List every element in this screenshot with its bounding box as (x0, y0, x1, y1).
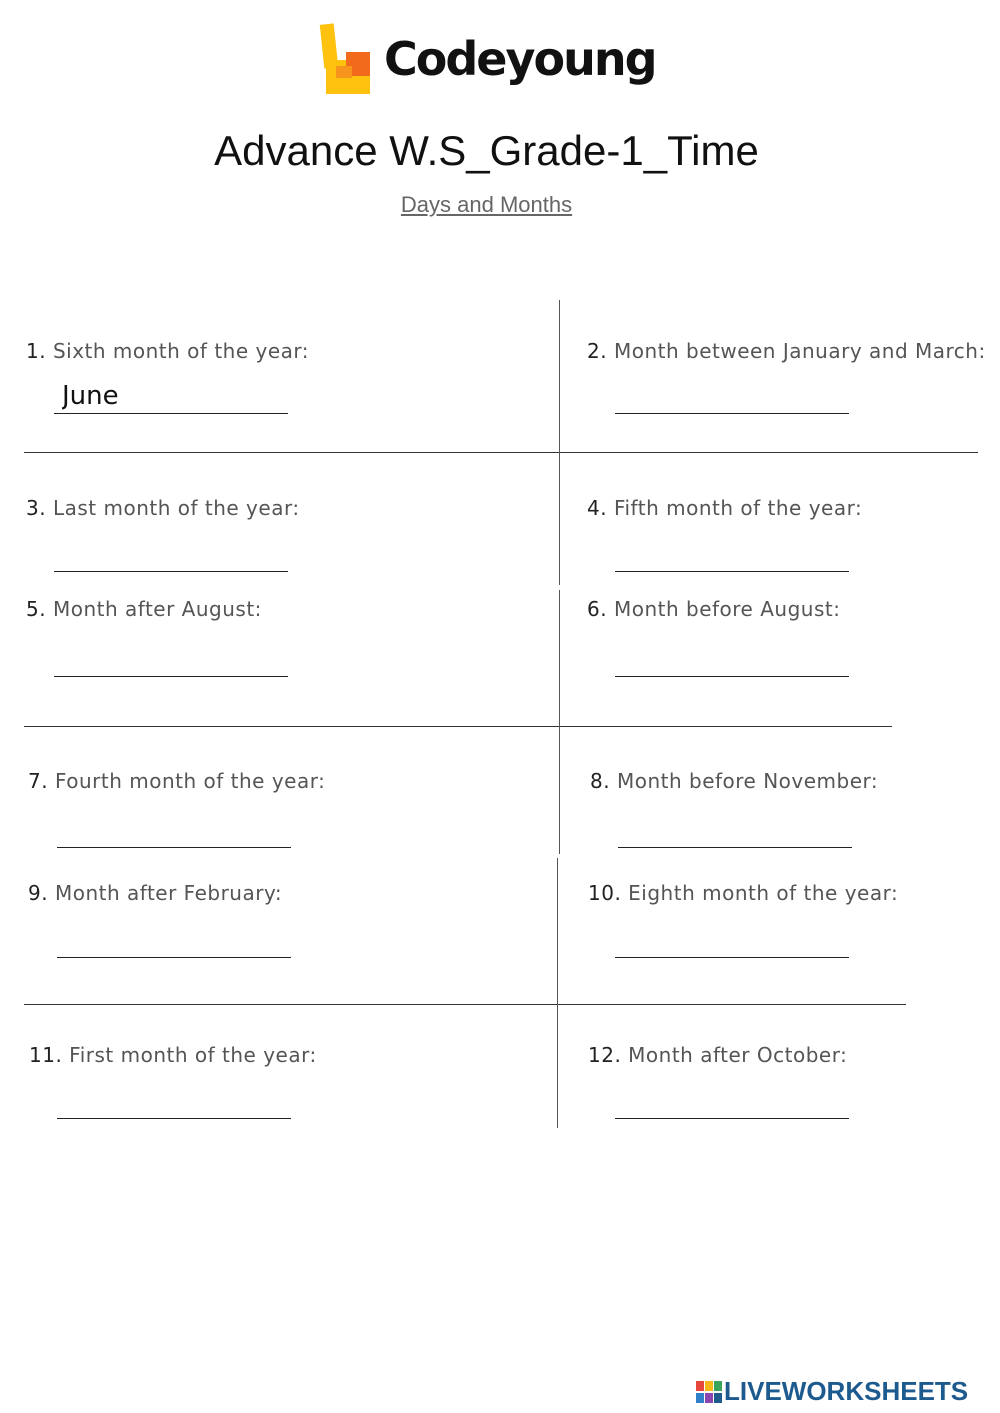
question-text: Last month of the year: (52, 496, 300, 520)
question-number: 11. (29, 1043, 63, 1067)
answer-line-3 (54, 571, 288, 572)
answer-line-10 (615, 957, 849, 958)
question-text: Month before August: (613, 597, 841, 621)
question-8 (590, 769, 878, 793)
brand-name: Codeyoung (384, 32, 656, 86)
divider-row-1 (24, 452, 978, 453)
answer-line-8 (618, 847, 852, 848)
question-text: Month before November: (616, 769, 879, 793)
answer-input-6[interactable] (615, 641, 849, 677)
answer-line-11 (57, 1118, 291, 1119)
page-title: Advance W.S_Grade-1_Time (214, 127, 759, 174)
column-divider-1 (559, 300, 560, 585)
question-number: 5. (26, 597, 47, 621)
answer-input-2[interactable] (615, 378, 849, 414)
question-text: Sixth month of the year: (52, 339, 310, 363)
answer-line-6 (615, 676, 849, 677)
question-3 (26, 496, 300, 520)
answer-input-12[interactable] (615, 1083, 849, 1119)
question-text: Eighth month of the year: (628, 881, 899, 905)
question-9 (28, 881, 282, 905)
answer-input-7[interactable] (57, 812, 291, 848)
answer-line-9 (57, 957, 291, 958)
divider-row-2 (24, 726, 892, 727)
answer-input-5[interactable] (54, 641, 288, 677)
question-text: Month after October: (628, 1043, 848, 1067)
answer-input-1[interactable] (54, 378, 288, 414)
column-divider-2 (559, 590, 560, 854)
answer-line-2 (615, 413, 849, 414)
answer-line-1 (54, 413, 288, 414)
question-5 (26, 597, 262, 621)
question-number: 9. (28, 881, 49, 905)
question-4 (587, 496, 862, 520)
answer-input-9[interactable] (57, 922, 291, 958)
question-number: 10. (588, 881, 622, 905)
question-number: 8. (590, 769, 611, 793)
codeyoung-logo (318, 22, 663, 102)
question-11 (29, 1043, 317, 1067)
question-number: 2. (587, 339, 608, 363)
answer-input-4[interactable] (615, 536, 849, 572)
question-number: 1. (26, 339, 47, 363)
question-10 (588, 881, 898, 905)
question-12 (588, 1043, 847, 1067)
question-number: 3. (26, 496, 47, 520)
answer-line-12 (615, 1118, 849, 1119)
liveworksheets-logo (696, 1378, 996, 1406)
page-subtitle: Days and Months (400, 192, 573, 217)
question-text: Month between January and March: (613, 339, 986, 363)
question-number: 7. (28, 769, 49, 793)
question-7 (28, 769, 325, 793)
question-text: Month after August: (52, 597, 262, 621)
answer-line-5 (54, 676, 288, 677)
column-divider-3 (557, 858, 558, 1128)
question-text: Month after February: (54, 881, 283, 905)
answer-line-4 (615, 571, 849, 572)
question-number: 6. (587, 597, 608, 621)
divider-row-3 (24, 1004, 906, 1005)
question-2 (587, 339, 986, 363)
answer-input-10[interactable] (615, 922, 849, 958)
footer-brand: LIVEWORKSHEETS (724, 1376, 969, 1406)
question-1 (26, 339, 309, 363)
answer-input-11[interactable] (57, 1083, 291, 1119)
liveworksheets-icon (696, 1381, 722, 1403)
question-text: Fifth month of the year: (613, 496, 863, 520)
answer-line-7 (57, 847, 291, 848)
codeyoung-logo-icon (318, 22, 374, 96)
question-6 (587, 597, 840, 621)
question-text: First month of the year: (69, 1043, 317, 1067)
question-number: 12. (588, 1043, 622, 1067)
answer-input-8[interactable] (618, 812, 852, 848)
question-number: 4. (587, 496, 608, 520)
question-text: Fourth month of the year: (54, 769, 326, 793)
answer-input-3[interactable] (54, 536, 288, 572)
